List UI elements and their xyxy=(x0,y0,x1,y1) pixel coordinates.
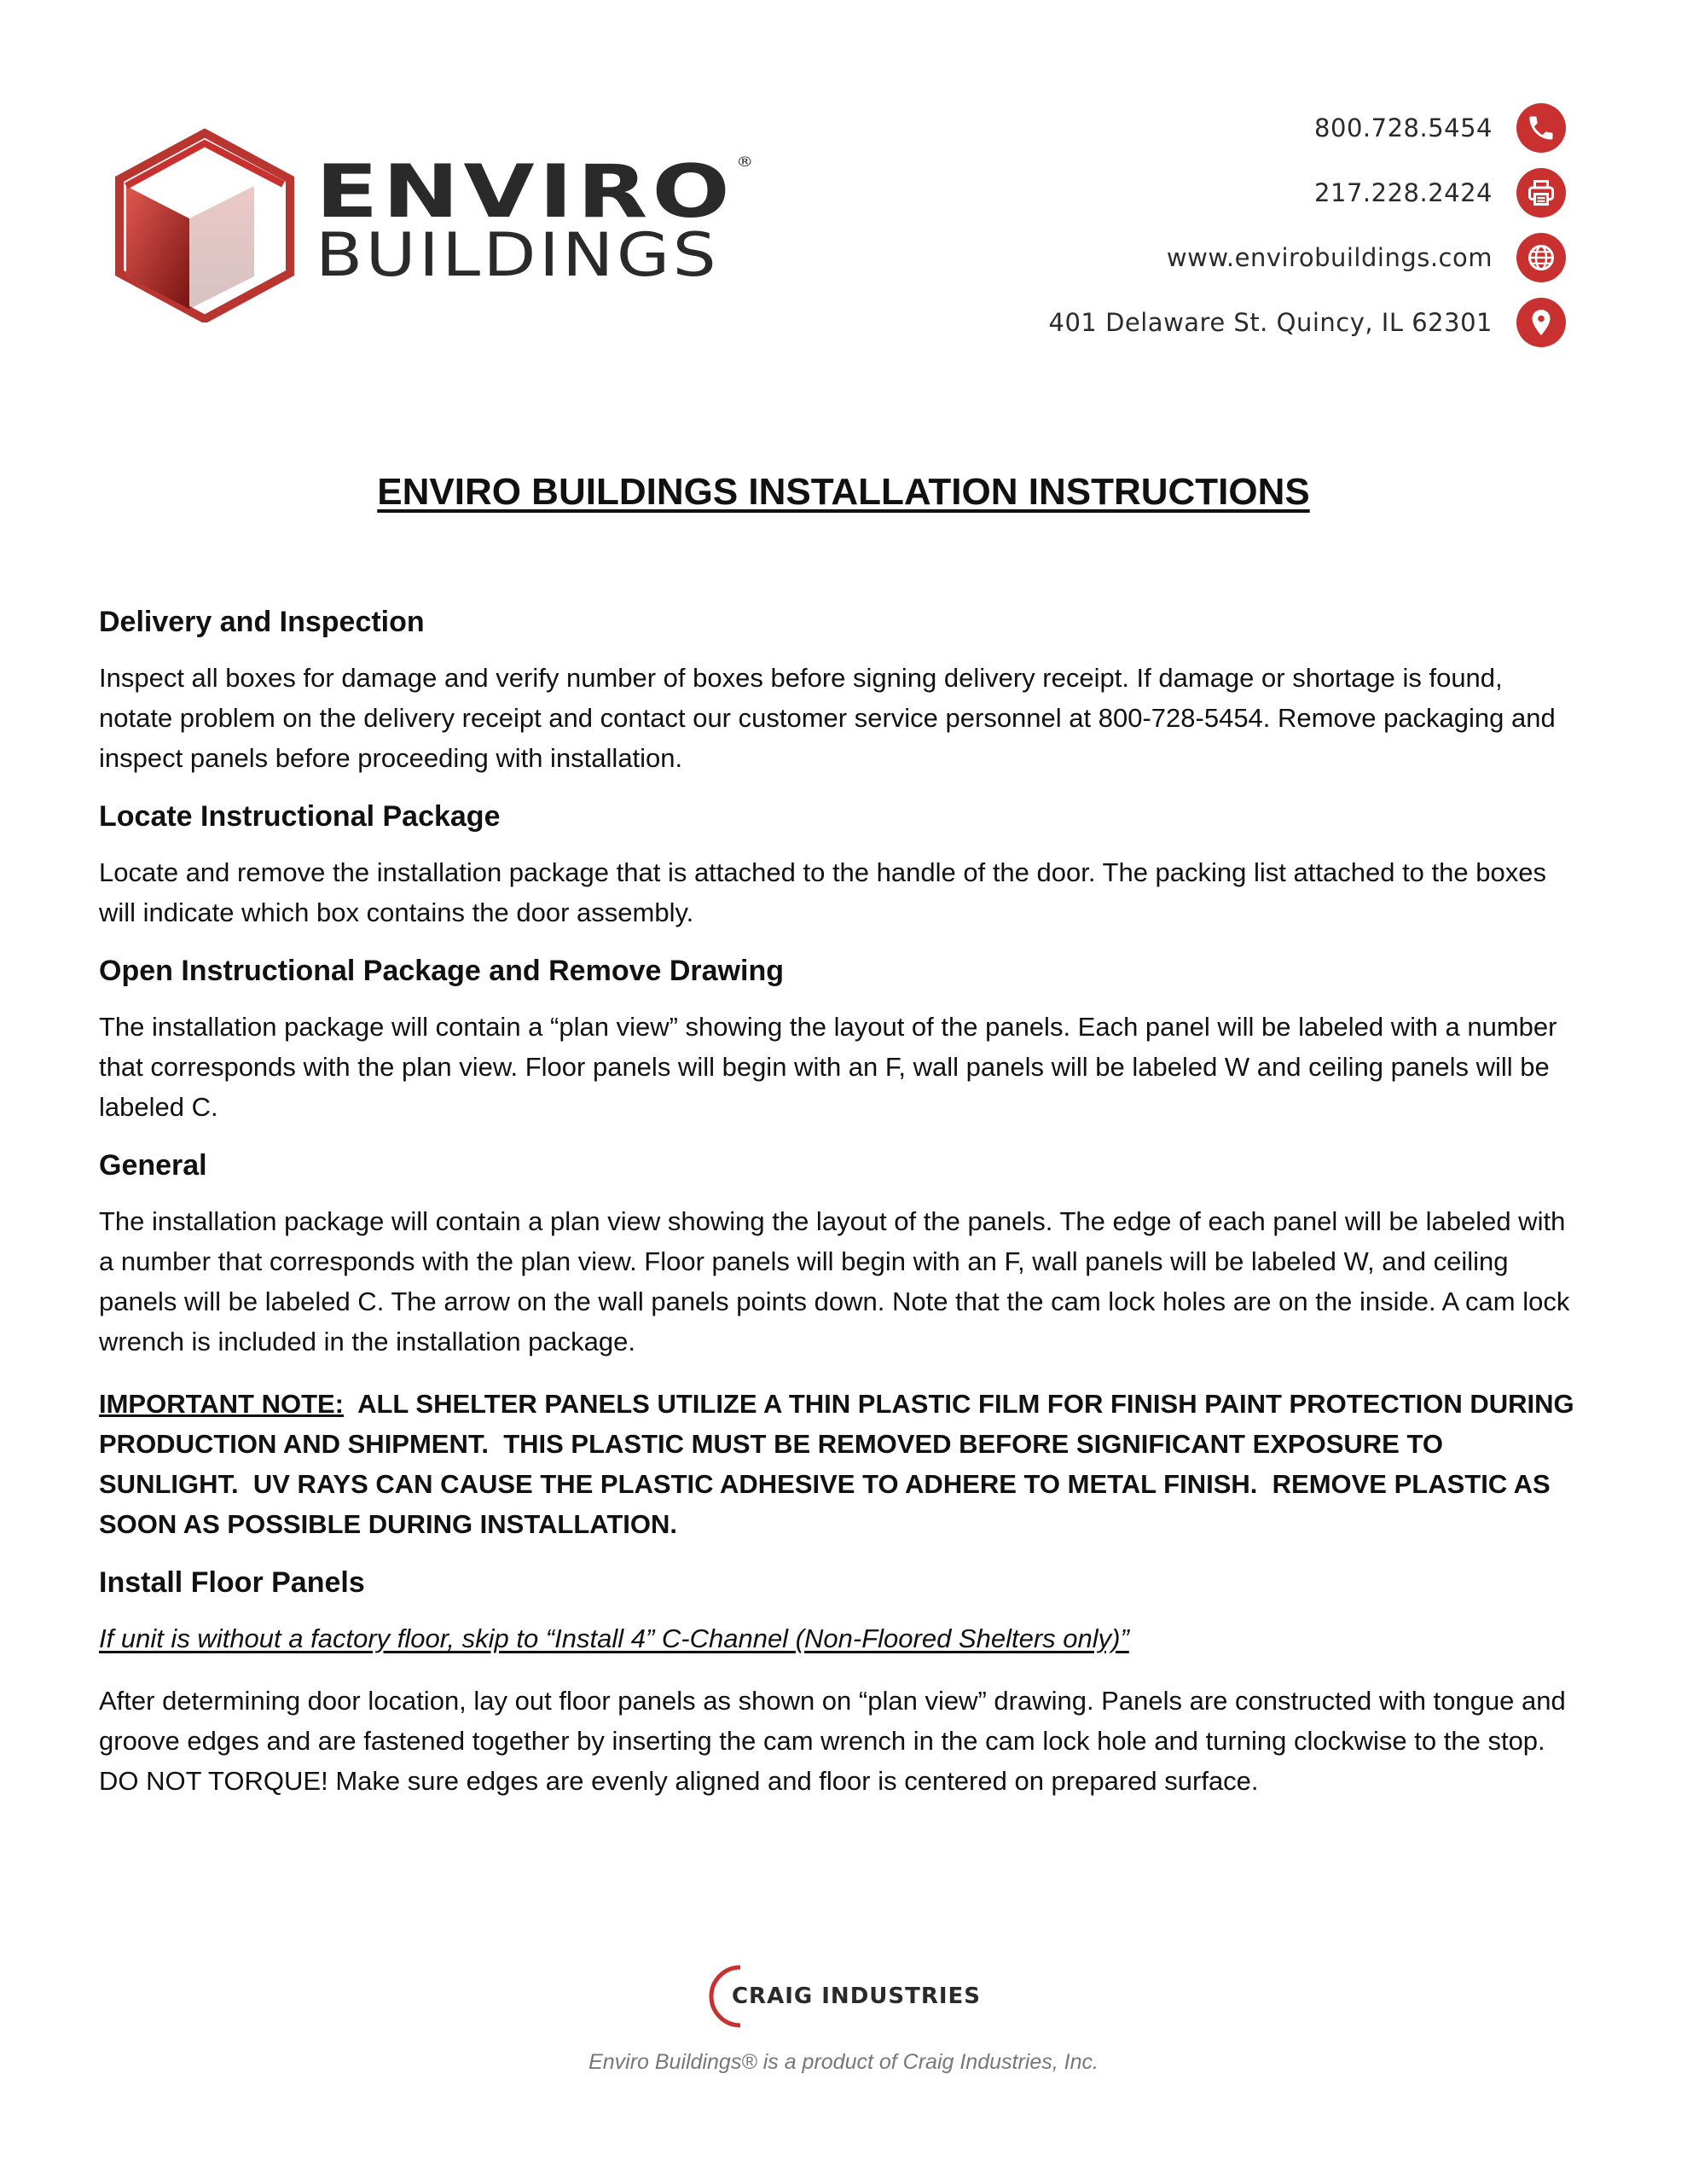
document-title: ENVIRO BUILDINGS INSTALLATION INSTRUCTIONS xyxy=(377,471,1310,513)
heading-install-floor: Install Floor Panels xyxy=(99,1566,365,1599)
instructions-body xyxy=(99,606,1583,1823)
floor-skip-note: If unit is without a factory floor, skip to “Install 4” C-Channel (Non-Floored Shelters only)” xyxy=(99,1623,1129,1653)
heading-delivery: Delivery and Inspection xyxy=(99,606,425,638)
footer-tagline: Enviro Buildings® is a product of Craig Industries, Inc. xyxy=(588,2050,1099,2074)
craig-industries-name: CRAIG INDUSTRIES xyxy=(731,1984,982,2009)
contact-row-fax xyxy=(1049,160,1567,225)
important-note-text: ALL SHELTER PANELS UTILIZE A THIN PLASTIC FILM FOR FINISH PAINT PROTECTION DURING PRODUCTION AND SHIPMENT. THIS PLASTIC MUST BE REMOVED BEFORE SIGNIFICANT EXPOSURE TO SUNLIGHT. UV RAYS CAN CAUSE THE PLASTIC ADHESIVE TO ADHERE TO METAL FINISH. REMOVE PLASTIC AS SOON AS POSSIBLE DURING INSTALLATION. xyxy=(99,1389,1582,1539)
paragraph-general: The installation package will contain a plan view showing the layout of the panels. The edge of each panel will be labeled with a number that corresponds with the plan view. Floor panels will begin with an F, wall panels will be labeled W, and ceiling panels will be labeled C. The arrow on the wall panels points down. Note that the cam lock holes are on the inside. A cam lock wrench is included in the installation package. xyxy=(99,1206,1570,1356)
logo-wordmark-top: ENVIRO ® xyxy=(316,149,758,235)
enviro-buildings-logo xyxy=(111,126,758,322)
website-url[interactable]: www.envirobuildings.com xyxy=(1166,243,1493,272)
logo-wordmark-bottom: BUILDINGS xyxy=(316,220,720,290)
important-note-label: IMPORTANT NOTE: xyxy=(99,1389,345,1419)
heading-locate-package: Locate Instructional Package xyxy=(99,800,501,833)
craig-industries-logo xyxy=(706,1962,981,2030)
paragraph-install-floor: After determining door location, lay out floor panels as shown on “plan view” drawing. Panels are constructed with tongue and groove edges and are fastened together by inserting the cam wrench in the cam lock hole and turning clockwise to the stop. DO NOT TORQUE! Make sure edges are evenly aligned and floor is centered on prepared surface. xyxy=(99,1686,1566,1796)
globe-icon xyxy=(1516,233,1566,282)
paragraph-delivery: Inspect all boxes for damage and verify number of boxes before signing delivery receipt. If damage or shortage is found, notate problem on the delivery receipt and contact our customer service personnel at 800-728-5454. Remove packaging and inspect panels before proceeding with installation. xyxy=(99,663,1556,773)
fax-number: 217.228.2424 xyxy=(1314,178,1493,207)
footer xyxy=(0,1962,1687,2075)
cube-logo-icon xyxy=(111,126,299,322)
paragraph-open-package: The installation package will contain a “plan view” showing the layout of the panels. Each panel will be labeled with a number that corresponds with the plan view. Floor panels will begin with an F, wall panels will be labeled W and ceiling panels will be labeled C. xyxy=(99,1012,1557,1122)
contact-row-phone xyxy=(1049,96,1567,160)
fax-icon xyxy=(1516,168,1566,218)
heading-open-package: Open Instructional Package and Remove Drawing xyxy=(99,955,784,987)
heading-general: General xyxy=(99,1149,207,1182)
important-note xyxy=(99,1384,1583,1544)
phone-icon xyxy=(1516,103,1566,153)
paragraph-locate-package: Locate and remove the installation package that is attached to the handle of the door. The packing list attached to the boxes will indicate which box contains the door assembly. xyxy=(99,857,1546,927)
street-address: 401 Delaware St. Quincy, IL 62301 xyxy=(1048,308,1493,337)
contact-row-address xyxy=(1049,290,1567,355)
phone-number: 800.728.5454 xyxy=(1314,113,1493,142)
contact-info xyxy=(1049,96,1567,355)
contact-row-website xyxy=(1049,225,1567,290)
location-pin-icon xyxy=(1516,298,1566,347)
